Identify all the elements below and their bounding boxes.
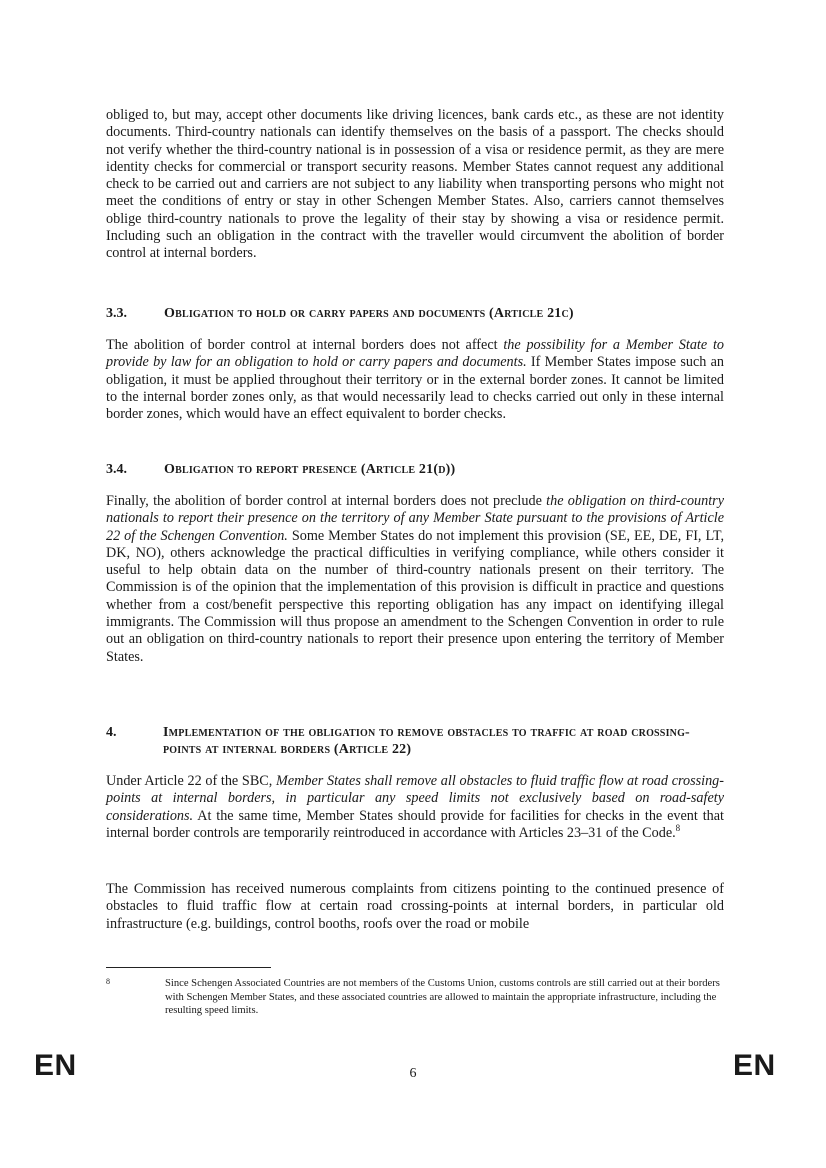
section-title: Obligation to hold or carry papers and documents (Article 21c) [164, 306, 574, 321]
paragraph-text: The Commission has received numerous complaints from citizens pointing to the continued presence of obstacles to fluid traffic flow at certain road crossing-points at internal borders, in particular old infrastructure (e.g. buildings, control booths, roofs over the road or mobile [106, 881, 724, 932]
section-title: Obligation to report presence (Article 21(d)) [164, 462, 456, 477]
paragraph-italic-text: Member States shall remove all obstacles to fluid traffic flow at road crossing-points at internal borders, in particular any speed limits not exclusively based on road-safety considerations. [106, 773, 724, 824]
section-heading-4 [106, 724, 724, 759]
section-number: 4. [106, 725, 117, 740]
paragraph-text: If Member States impose such an obligation, it must be applied throughout their territory or in the external border zones. It cannot be limited to the internal border zones only, as that would necessarily lead to checks carried out only in these internal border zones, which would have an effect equivalent to border checks. [106, 354, 724, 423]
section-heading-3-4 [106, 461, 724, 478]
paragraph-text: Some Member States do not implement this provision (SE, EE, DE, FI, LT, DK, NO), others acknowledge the practical difficulties in verifying compliance, while others consider it useful to help obtain data on the number of third-country nationals present on their territory. The Commission is of the opinion that the implementation of this provision is difficult in practice and questions whether from a cost/benefit perspective this reporting obligation has any impact on identifying illegal immigrants. The Commission will thus propose an amendment to the Schengen Convention in order to rule out an obligation on third-country nationals to report their presence upon entering the territory of Member States. [106, 527, 724, 665]
paragraph-3-3 [106, 337, 724, 423]
paragraph-text: obliged to, but may, accept other documents like driving licences, bank cards etc., as these are not identity documents. Third-country nationals can identify themselves on the basis of a passport. The checks should not verify whether the third-country national is in possession of a visa or residence permit, as they are mere identity checks for commercial or transport security reasons. Member States cannot request any additional check to be carried out and carriers are not subject to any liability when transporting persons who might not meet the conditions of entry or stay in other Schengen Member States. Also, carriers cannot themselves oblige third-country nationals to prove the legality of their stay by showing a visa or residence permit. Including such an obligation in the contract with the traveller would circumvent the abolition of border control at internal borders. [106, 107, 724, 262]
section-heading-3-3 [106, 305, 724, 322]
page-number: 6 [409, 1066, 417, 1081]
paragraph-italic-text: the possibility for a Member State to provide by law for an obligation to hold or carry papers and documents. [106, 337, 724, 371]
paragraph-3-4 [106, 493, 724, 666]
paragraph-intro [106, 107, 724, 263]
language-code-right: EN [733, 1049, 776, 1082]
section-number: 3.4. [106, 462, 127, 477]
paragraph-text: The abolition of border control at internal borders does not affect [106, 337, 504, 353]
footnote-text: Since Schengen Associated Countries are not members of the Customs Union, customs controls are still carried out at their borders with Schengen Member States, and these associated countries are allowed to maintain the appropriate infrastructure, including the resulting speed limits. [165, 978, 720, 1017]
paragraph-text: Finally, the abolition of border control at internal borders does not preclude [106, 493, 547, 509]
footnote-mark: 8 [106, 977, 110, 986]
footnote-divider [106, 967, 271, 968]
section-number: 3.3. [106, 306, 127, 321]
section-title: Implementation of the obligation to remove obstacles to traffic at road crossing-points at internal borders (Article 22) [163, 725, 690, 758]
paragraph-5 [106, 881, 724, 933]
footnote-reference[interactable]: 8 [675, 822, 681, 833]
footnote [106, 977, 724, 1018]
paragraph-text: Under Article 22 of the SBC, [106, 773, 276, 789]
paragraph-4 [106, 773, 724, 842]
language-code-left: EN [34, 1049, 77, 1082]
paragraph-italic-text: the obligation on third-country nationals to report their presence on the territory of any Member State pursuant to the provisions of Article 22 of the Schengen Convention. [106, 493, 724, 544]
paragraph-text: At the same time, Member States should provide for facilities for checks in the event that internal border controls are temporarily reintroduced in accordance with Articles 23–31 of the Code. [106, 807, 724, 841]
